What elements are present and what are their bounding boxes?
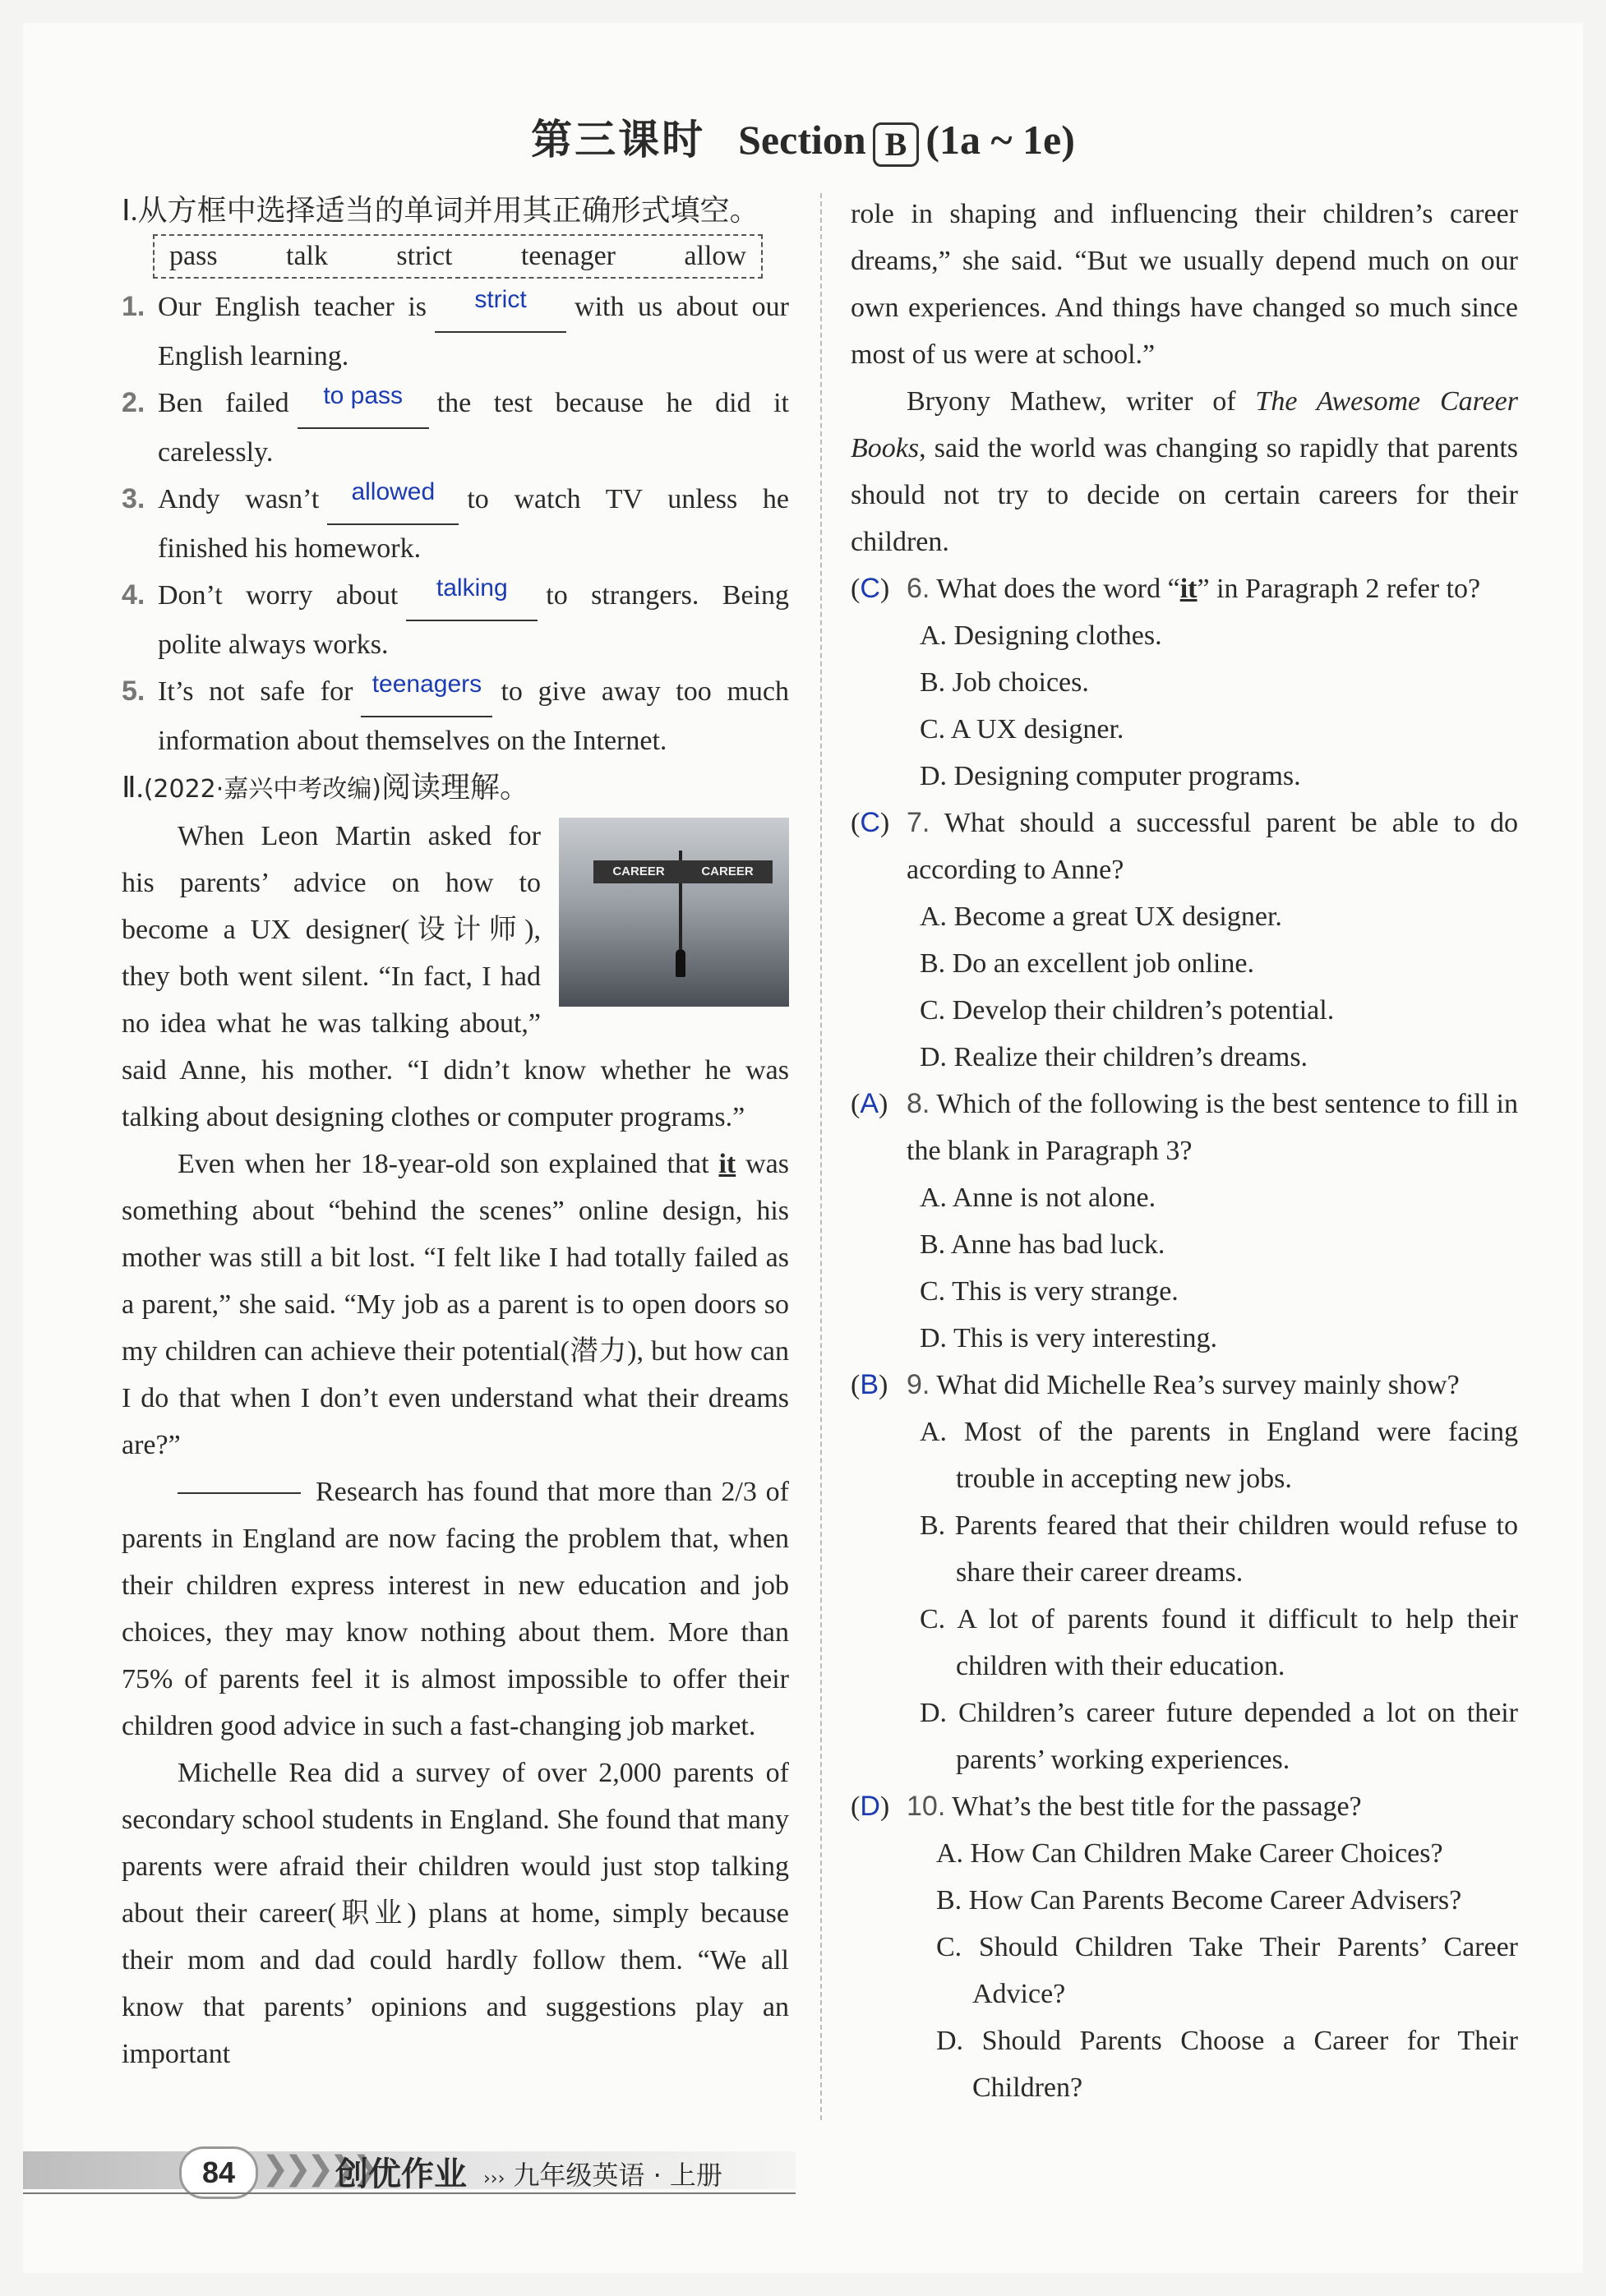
- page-footer: [23, 2142, 796, 2199]
- question-number: 7.: [907, 807, 930, 838]
- word-box: [153, 234, 763, 279]
- option: D. Children’s career future depended a lot on their parents’ working experiences.: [920, 1698, 1518, 1775]
- person-silhouette: [676, 949, 685, 977]
- right-column: [851, 191, 1518, 2111]
- book-subject: ››› 九年级英语 · 上册: [483, 2160, 722, 2191]
- passage-paragraph-4-continued: role in shaping and influencing their children’s career dreams,” she said. “But we usually depend much on our own experiences. And things have changed so much since most of us were at school.”: [851, 199, 1518, 370]
- option: D. This is very interesting.: [920, 1323, 1217, 1353]
- section-label: Section: [738, 117, 866, 163]
- answer-blank[interactable]: allowed: [327, 476, 459, 525]
- page-title: [0, 107, 1606, 167]
- option: A. Become a great UX designer.: [920, 901, 1282, 932]
- word-item: talk: [286, 241, 328, 271]
- career-sign-right: CAREER: [682, 860, 773, 883]
- option: B. Job choices.: [920, 667, 1089, 698]
- question-number: 10.: [907, 1791, 946, 1822]
- question-number: 4.: [122, 579, 145, 611]
- footer-rule: [23, 2192, 796, 2194]
- passage-blank: [178, 1492, 301, 1494]
- question-number: 6.: [907, 573, 930, 604]
- section-range: (1a ~ 1e): [925, 117, 1075, 163]
- answer-slot[interactable]: (A): [851, 1088, 888, 1119]
- answer-slot[interactable]: (C): [851, 807, 890, 838]
- answer-blank[interactable]: to pass: [298, 380, 429, 429]
- mc-question-7: (C) 7. What should a successful parent be able to do according to Anne?: [851, 800, 1518, 893]
- underlined-it: it: [718, 1149, 736, 1179]
- option: A. How Can Children Make Career Choices?: [936, 1838, 1443, 1869]
- option: A. Most of the parents in England were facing trouble in accepting new jobs.: [920, 1417, 1518, 1494]
- answer-blank[interactable]: teenagers: [361, 668, 492, 717]
- passage-paragraph-1: When Leon Martin asked for his parents’ advice on how to become a UX designer(设计师), they both went silent. “In fact, I had no idea what he was talking about,” said Anne, his mother. “I didn’t know whether he was talking about designing clothes or computer programs.”: [122, 821, 789, 1132]
- answer-slot[interactable]: (C): [851, 573, 890, 604]
- career-sign-left: CAREER: [593, 860, 684, 883]
- passage-paragraph-2: Even when her 18-year-old son explained that it was something about “behind the scenes” online design, his mother was still a bit lost. “I felt like I had totally failed as a parent,” she said. “My job as a parent is to open doors so my children can achieve their potential(潜力), but how can I do that when I don’t even understand what their dreams are?”: [122, 1149, 789, 1460]
- option: D. Designing computer programs.: [920, 761, 1301, 791]
- word-item: strict: [396, 241, 453, 271]
- question-number: 2.: [122, 387, 145, 418]
- section-badge: B: [873, 122, 920, 167]
- triple-arrow-icon: ›››: [483, 2169, 505, 2189]
- answer-blank[interactable]: strict: [435, 284, 566, 333]
- fill-question-3: 3. Andy wasn’t allowed to watch TV unless he finished his homework.: [122, 476, 789, 572]
- answer-slot[interactable]: (B): [851, 1369, 888, 1400]
- word-item: allow: [684, 241, 746, 271]
- column-divider: [820, 193, 822, 2120]
- career-crossroads-image: [559, 818, 789, 1007]
- fill-question-5: 5. It’s not safe for teenagers to give away too much information about themselves on the Internet.: [122, 668, 789, 764]
- passage-paragraph-5: Bryony Mathew, writer of The Awesome Career Books, said the world was changing so rapidly that parents should not try to decide on certain careers for their children.: [851, 386, 1519, 557]
- option: D. Should Parents Choose a Career for Their Children?: [936, 2026, 1518, 2103]
- option: C. A UX designer.: [920, 714, 1124, 745]
- question-number: 3.: [122, 483, 145, 514]
- question-number: 9.: [907, 1369, 930, 1400]
- option: B. Anne has bad luck.: [920, 1229, 1165, 1260]
- option: B. How Can Parents Become Career Advisers?: [936, 1885, 1462, 1916]
- chevrons-icon: ❯❯❯❯❯: [261, 2150, 375, 2188]
- mc-question-8: (A) 8. Which of the following is the best sentence to fill in the blank in Paragraph 3?: [851, 1081, 1518, 1174]
- option: C. Should Children Take Their Parents’ Career Advice?: [936, 1932, 1518, 2009]
- word-item: teenager: [520, 241, 616, 271]
- answer-slot[interactable]: (D): [851, 1791, 890, 1822]
- lesson-label: 第三课时: [531, 116, 706, 164]
- mc-question-6: (C) 6. What does the word “it” in Paragraph 2 refer to?: [851, 565, 1518, 612]
- book-title: The Awesome Career Books: [851, 386, 1519, 463]
- option: C. Develop their children’s potential.: [920, 995, 1335, 1026]
- question-number: 5.: [122, 675, 145, 707]
- part2-heading: Ⅱ.(2022·嘉兴中考改编)阅读理解。: [122, 771, 530, 805]
- option: D. Realize their children’s dreams.: [920, 1042, 1308, 1072]
- fill-question-1: 1. Our English teacher is strict with us about our English learning.: [122, 284, 789, 380]
- option: A. Anne is not alone.: [920, 1183, 1156, 1213]
- fill-question-2: 2. Ben failed to pass the test because he did it carelessly.: [122, 380, 789, 476]
- left-column: [122, 187, 789, 2077]
- option: C. A lot of parents found it difficult to help their children with their education.: [920, 1604, 1518, 1681]
- fill-question-4: 4. Don’t worry about talking to strangers. Being polite always works.: [122, 572, 789, 668]
- option: C. This is very strange.: [920, 1276, 1179, 1307]
- option: B. Do an excellent job online.: [920, 948, 1254, 979]
- passage-paragraph-4: Michelle Rea did a survey of over 2,000 parents of secondary school students in England. She found that many parents were afraid their children would just stop talking about their career(职业) plans at home, simply because their mom and dad could hardly follow them. “We all know that parents’ opinions and suggestions play an important: [122, 1758, 789, 2069]
- option: A. Designing clothes.: [920, 620, 1162, 651]
- option: B. Parents feared that their children would refuse to share their career dreams.: [920, 1510, 1518, 1588]
- word-item: pass: [169, 241, 218, 271]
- question-number: 1.: [122, 291, 145, 322]
- mc-question-10: (D) 10. What’s the best title for the passage?: [851, 1783, 1518, 1830]
- passage-paragraph-3: Research has found that more than 2/3 of parents in England are now facing the problem that, when their children express interest in new education and job choices, they may know nothing about them. More than 75% of parents feel it is almost impossible to offer their children good advice in such a fast-changing job market.: [122, 1477, 789, 1741]
- part1-heading: Ⅰ.从方框中选择适当的单词并用其正确形式填空。: [122, 194, 759, 228]
- page-number: 84: [179, 2146, 258, 2199]
- question-number: 8.: [907, 1088, 930, 1119]
- answer-blank[interactable]: talking: [406, 572, 538, 621]
- mc-question-9: (B) 9. What did Michelle Rea’s survey mainly show?: [851, 1362, 1518, 1408]
- brand-name: 创优作业: [335, 2155, 467, 2193]
